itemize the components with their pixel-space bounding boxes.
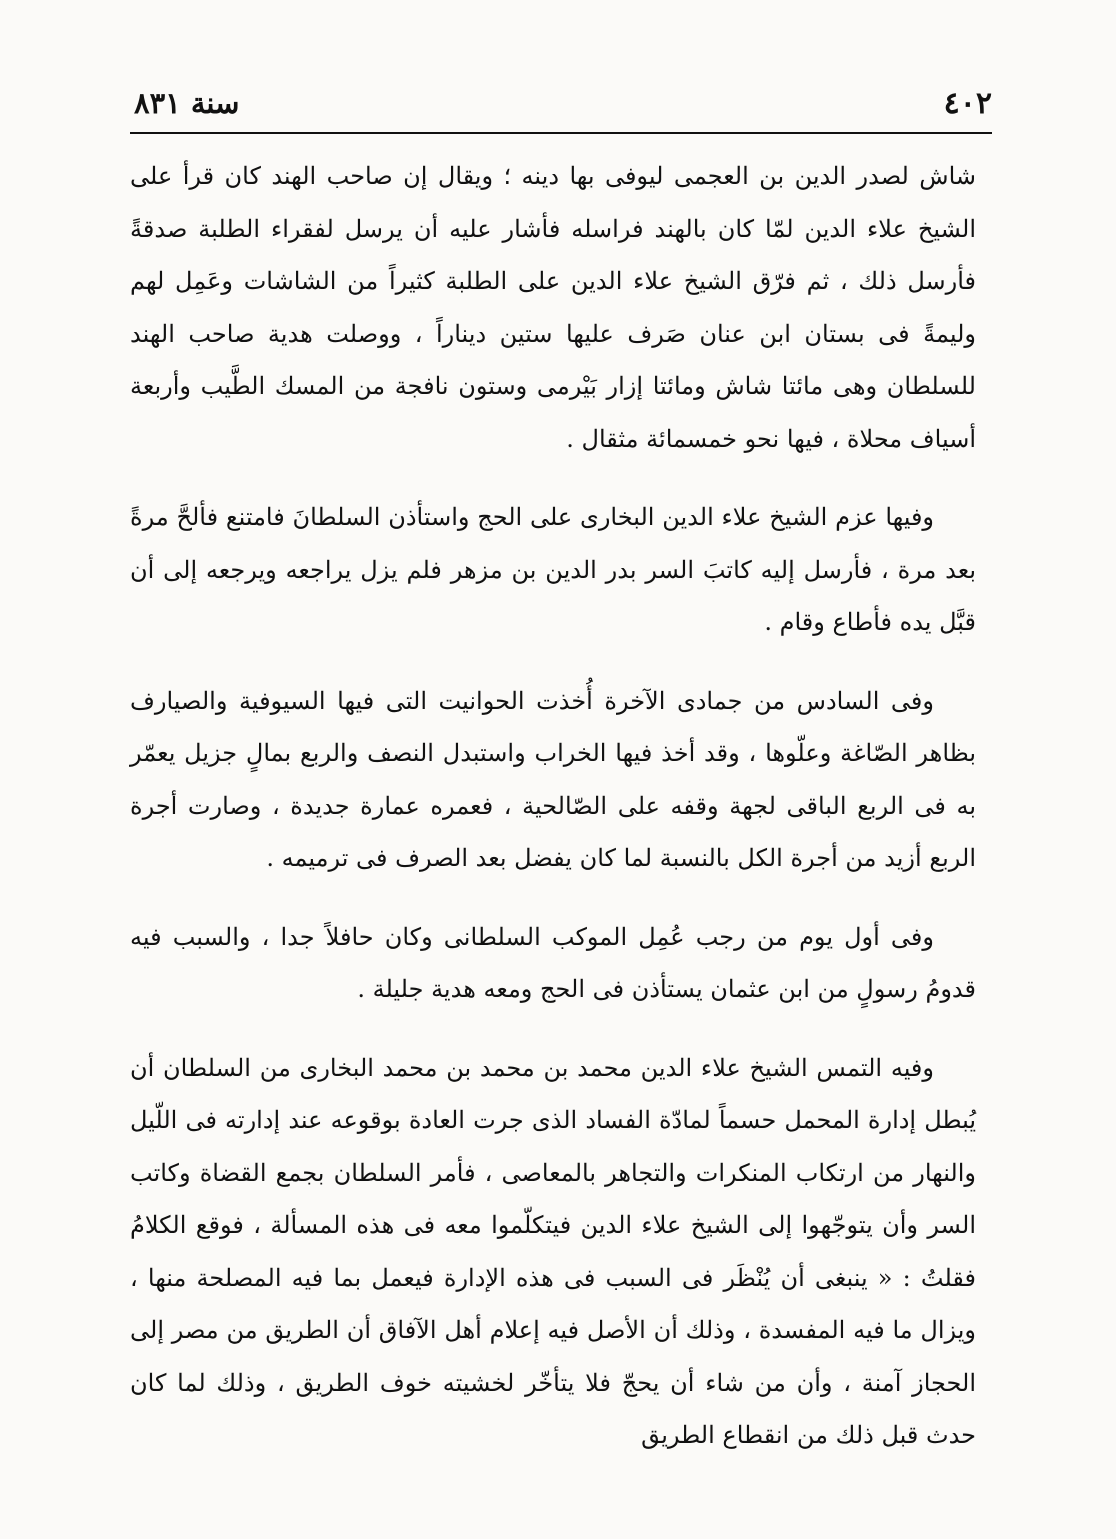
paragraph-5: وفيه التمس الشيخ علاء الدين محمد بن محمد بن محمد البخارى من السلطان أن يُبطل إدارة المحمل حسماً لمادّة الفساد الذى جرت العادة بوقوعه عند إدارته فى اللّيل والنهار من ارتكاب المنكرات والتجاهر بالمعاصى ، فأمر السلطان بجمع القضاة وكاتب السر وأن يتوجّهوا إلى الشيخ علاء الدين فيتكلّموا معه فى هذه المسألة ، فوقع الكلامُ فقلتُ : « ينبغى أن يُنْظَر فى السبب فى هذه الإدارة فيعمل بما فيه المصلحة منها ، ويزال ما فيه المفسدة ، وذلك أن الأصل فيه إعلام أهل الآفاق أن الطريق من مصر إلى الحجاز آمنة ، وأن من شاء أن يحجّ فلا يتأخّر لخشيته خوف الطريق ، وذلك لما كان حدث قبل ذلك من انقطاع الطريق bbox=[130, 1053, 976, 1449]
header-divider bbox=[130, 132, 992, 134]
paragraph-gap bbox=[130, 1016, 976, 1042]
paragraph-2: وفيها عزم الشيخ علاء الدين البخارى على الحج واستأذن السلطانَ فامتنع فألحَّ مرةً بعد مرة ، فأرسل إليه كاتبَ السر بدر الدين بن مزهر فلم يزل يراجعه ويرجعه إلى أن قبَّل يده فأطاع وقام . bbox=[130, 503, 976, 636]
page-header bbox=[130, 86, 992, 130]
running-title: سنة ٨٣١ bbox=[134, 86, 240, 120]
paragraph-gap bbox=[130, 649, 976, 675]
paragraph-1: شاش لصدر الدين بن العجمى ليوفى بها دينه ؛ ويقال إن صاحب الهند كان قرأ على الشيخ علاء الدين لمّا كان بالهند فراسله فأشار عليه أن يرسل لفقراء الطلبة صدقةً فأرسل ذلك ، ثم فرّق الشيخ علاء الدين على الطلبة كثيراً من الشاشات وعَمِل لهم وليمةً فى بستان ابن عنان صَرف عليها ستين ديناراً ، ووصلت هدية صاحب الهند للسلطان وهى مائتا شاش ومائتا إزار بَيْرمى وستون نافجة من المسك الطَّيب وأربعة أسياف محلاة ، فيها نحو خمسمائة مثقال . bbox=[130, 162, 977, 453]
paragraph-4: وفى أول يوم من رجب عُمِل الموكب السلطانى وكان حافلاً جدا ، والسبب فيه قدومُ رسولٍ من ابن عثمان يستأذن فى الحج ومعه هدية جليلة . bbox=[130, 922, 976, 1003]
paragraph-3: وفى السادس من جمادى الآخرة أُخذت الحوانيت التى فيها السيوفية والصيارف بظاهر الصّاغة وعلّوها ، وقد أخذ فيها الخراب واستبدل النصف والربع بمالٍ جزيل يعمّر به فى الربع الباقى لجهة وقفه على الصّالحية ، فعمره عمارة جديدة ، وصارت أجرة الربع أزيد من أجرة الكل بالنسبة لما كان يفضل بعد الصرف فى ترميمه . bbox=[130, 686, 976, 872]
paragraph-gap bbox=[130, 885, 976, 911]
page-body bbox=[130, 150, 976, 1462]
paragraph-gap bbox=[130, 465, 976, 491]
page-number: ٤٠٢ bbox=[943, 86, 992, 121]
